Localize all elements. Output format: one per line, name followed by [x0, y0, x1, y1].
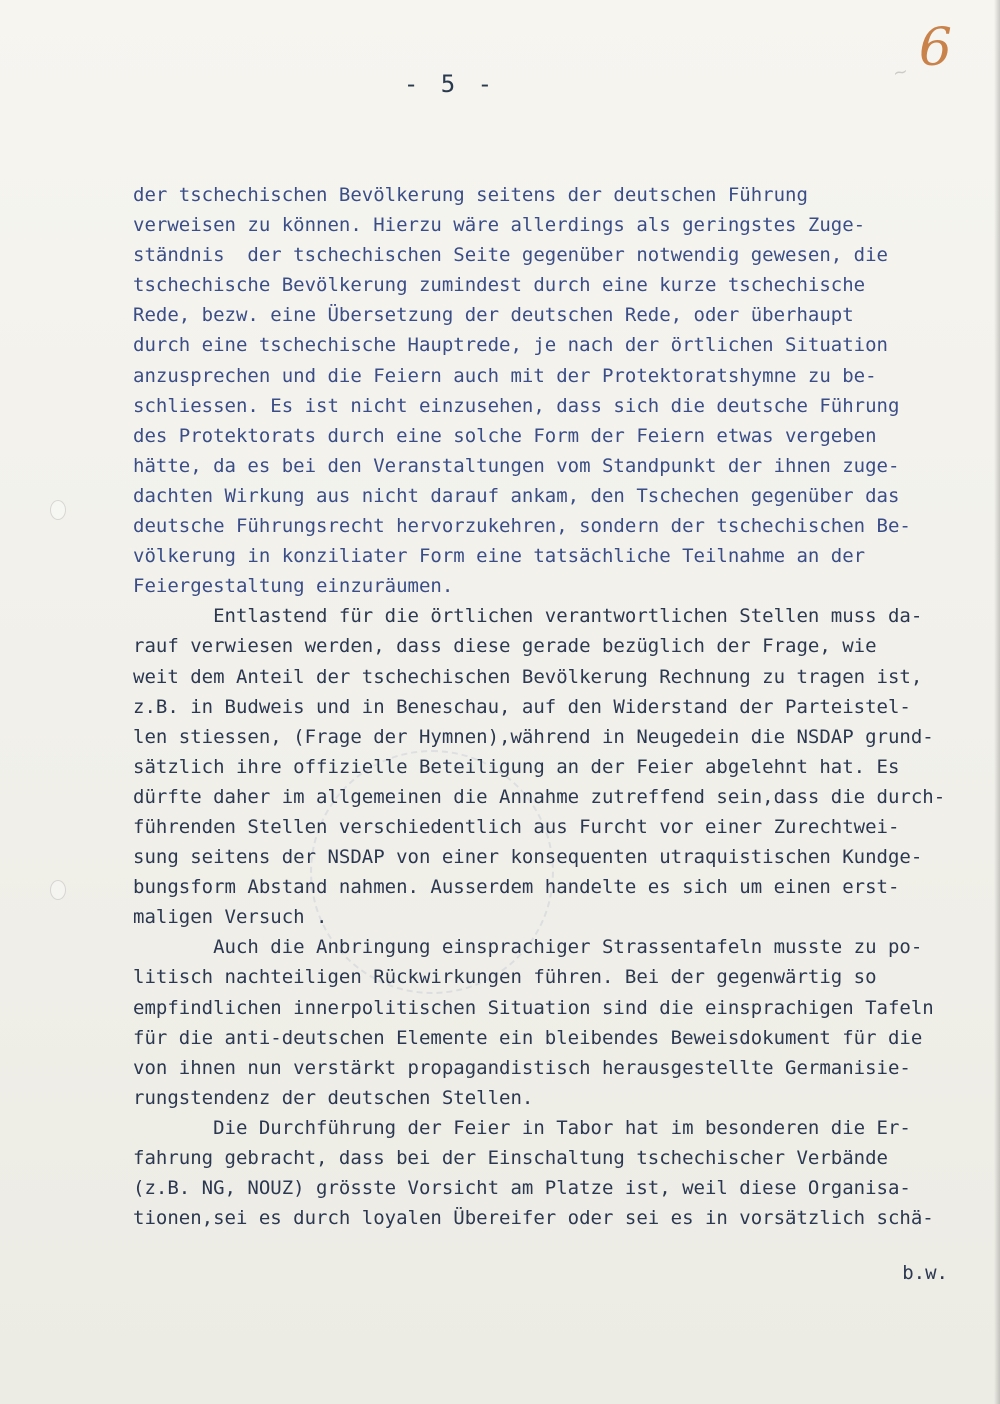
text-line: dürfte daher im allgemeinen die Annahme zutreffend sein,dass die durch- [133, 785, 946, 808]
typewritten-body-text [133, 180, 963, 1233]
handwritten-page-mark: 6 [918, 18, 952, 78]
text-line: z.B. in Budweis und in Beneschau, auf den Widerstand der Parteistel- [133, 695, 911, 718]
text-line: dachten Wirkung aus nicht darauf ankam, den Tschechen gegenüber das [133, 484, 900, 507]
text-line: der tschechischen Bevölkerung seitens der deutschen Führung [133, 184, 808, 206]
text-line: für die anti-deutschen Elemente ein bleibendes Beweisdokument für die [133, 1026, 923, 1049]
text-line: Auch die Anbringung einsprachiger Strassentafeln musste zu po- [133, 936, 923, 959]
text-line: tionen,sei es durch loyalen Übereifer oder sei es in vorsätzlich schä- [133, 1207, 934, 1230]
text-line: des Protektorats durch eine solche Form der Feiern etwas vergeben [133, 424, 877, 447]
page-number: - 5 - [403, 70, 497, 98]
text-line: Die Durchführung der Feier in Tabor hat im besonderen die Er- [133, 1116, 911, 1139]
text-line: maligen Versuch . [133, 906, 328, 929]
pencil-scribble-mark: ~ [890, 60, 911, 85]
text-line: Entlastend für die örtlichen verantwortlichen Stellen muss da- [133, 605, 923, 628]
text-line: rauf verwiesen werden, dass diese gerade bezüglich der Frage, wie [133, 635, 877, 658]
text-line: verweisen zu können. Hierzu wäre allerdings als geringstes Zuge- [133, 214, 866, 237]
text-line: sätzlich ihre offizielle Beteiligung an der Feier abgelehnt hat. Es [133, 755, 900, 778]
punch-hole-mark [50, 880, 66, 900]
text-line: deutsche Führungsrecht hervorzukehren, sondern der tschechischen Be- [133, 515, 911, 538]
text-line: fahrung gebracht, dass bei der Einschaltung tschechischer Verbände [133, 1147, 888, 1169]
text-line: empfindlichen innerpolitischen Situation sind die einsprachigen Tafeln [133, 996, 934, 1019]
paper-edge-shadow [994, 0, 1000, 1404]
text-line: (z.B. NG, NOUZ) grösste Vorsicht am Platze ist, weil diese Organisa- [133, 1177, 911, 1200]
text-line: rungstendenz der deutschen Stellen. [133, 1086, 534, 1109]
text-line: ständnis der tschechischen Seite gegenüber notwendig gewesen, die [133, 244, 888, 267]
text-line: anzusprechen und die Feiern auch mit der Protektoratshymne zu be- [133, 364, 877, 387]
text-line: von ihnen nun verstärkt propagandistisch herausgestellte Germanisie- [133, 1056, 911, 1079]
punch-hole-mark [50, 500, 66, 520]
text-line: führenden Stellen verschiedentlich aus Furcht vor einer Zurechtwei- [133, 815, 900, 838]
text-line: sung seitens der NSDAP von einer konsequenten utraquistischen Kundge- [133, 846, 923, 869]
text-line: bungsform Abstand nahmen. Ausserdem handelte es sich um einen erst- [133, 876, 900, 899]
text-line: Rede, bezw. eine Übersetzung der deutschen Rede, oder überhaupt [133, 304, 854, 327]
text-line: durch eine tschechische Hauptrede, je nach der örtlichen Situation [133, 334, 888, 357]
text-line: Feiergestaltung einzuräumen. [133, 575, 454, 598]
text-line: len stiessen, (Frage der Hymnen),während in Neugedein die NSDAP grund- [133, 725, 934, 748]
text-line: weit dem Anteil der tschechischen Bevölkerung Rechnung zu tragen ist, [133, 665, 923, 688]
text-line: schliessen. Es ist nicht einzusehen, dass sich die deutsche Führung [133, 394, 900, 417]
text-line: hätte, da es bei den Veranstaltungen vom Standpunkt der ihnen zuge- [133, 454, 900, 477]
text-line: tschechische Bevölkerung zumindest durch eine kurze tschechische [133, 274, 866, 297]
continued-note: b.w. [902, 1262, 948, 1284]
text-line: litisch nachteiligen Rückwirkungen führen. Bei der gegenwärtig so [133, 966, 877, 989]
text-line: völkerung in konziliater Form eine tatsächliche Teilnahme an der [133, 545, 866, 568]
